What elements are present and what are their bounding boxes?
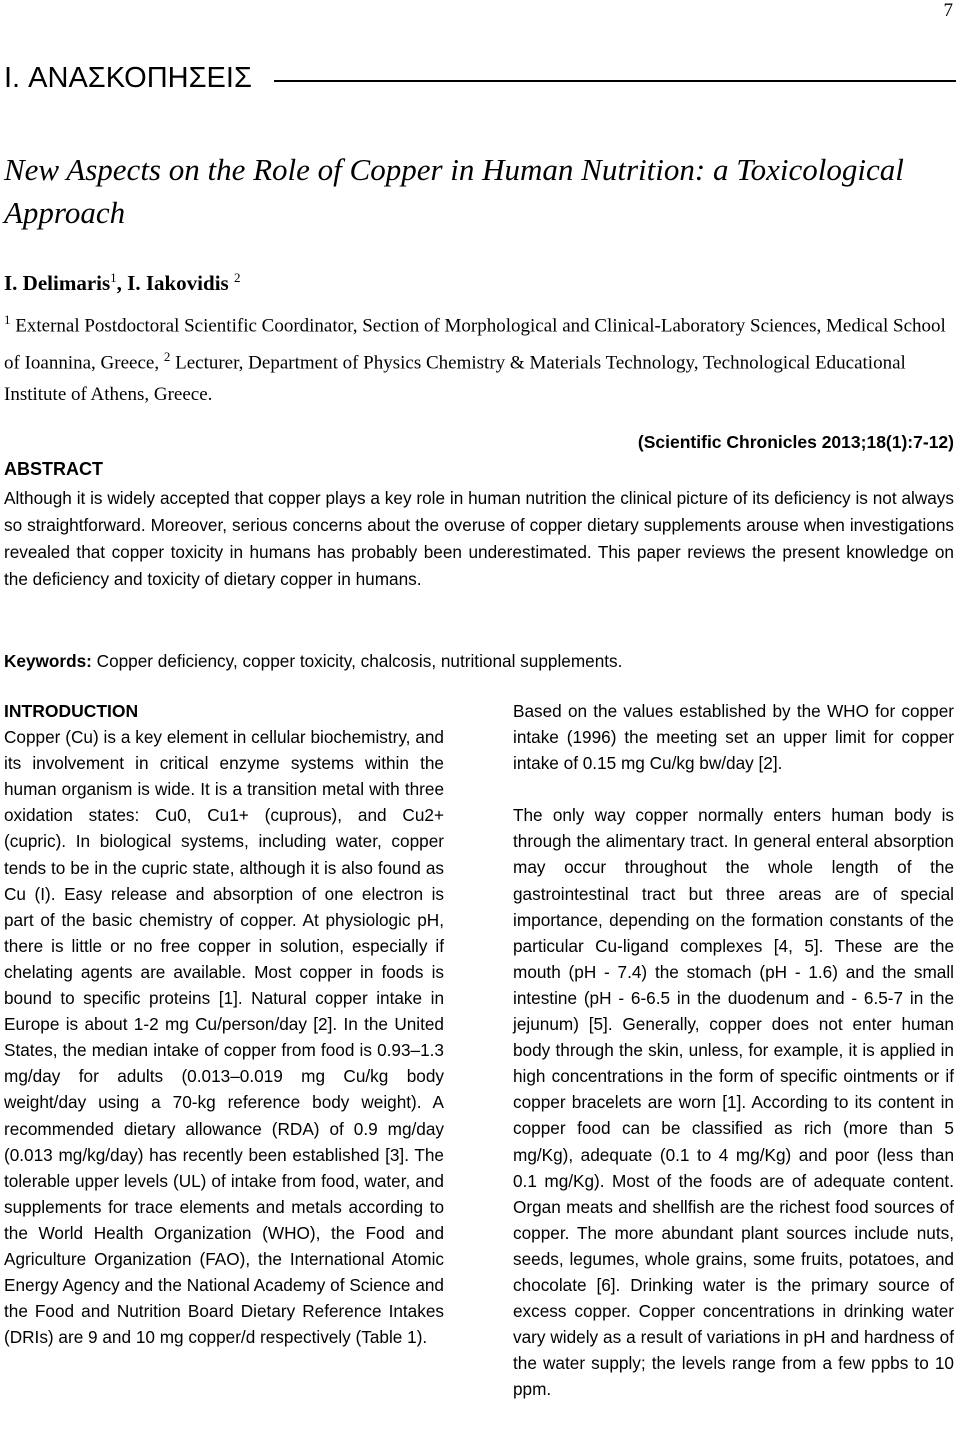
introduction-paragraph-left: Copper (Cu) is a key element in cellular biochemistry, and its involvement in critical enzyme systems within the human organism is wide. It is a transition metal with three oxidation states: Cu0, Cu1+ (cuprous), and Cu2+ (cupric). In biological systems, including water, copper tends to be in the cupric state, although it is also found as Cu (I). Easy release and absorption of one electron is part of the basic chemistry of copper. At physiologic pH, there is little or no free copper in solution, especially if chelating agents are available. Most copper in foods is bound to specific proteins [1]. Natural copper intake in Europe is about 1-2 mg Cu/person/day [2]. In the United States, the median intake of copper from food is 0.93–1.3 mg/day for adults (0.013–0.019 mg Cu/kg body weight/day using a 70-kg reference body weight). A recommended dietary allowance (RDA) of 0.9 mg/day (0.013 mg/kg/day) has recently been established [3]. The tolerable upper levels (UL) of intake from food, water, and supplements for trace elements and metals according to the World Health Organization (WHO), the Food and Agriculture Organization (FAO), the International Atomic Energy Agency and the National Academy of Science and the Food and Nutrition Board Dietary Reference Intakes (DRIs) are 9 and 10 mg copper/d respectively (Table 1). [4, 727, 444, 1348]
author-1: I. Delimaris [4, 271, 111, 295]
introduction-paragraph-right-2: The only way copper normally enters human body is through the alimentary tract. In general enteral absorption may occur throughout the whole length of the gastrointestinal tract but three areas are of special importance, depending on the formation constants of the particular Cu-ligand complexes [4, 5]. These are the mouth (pH - 7.4) the stomach (pH - 1.6) and the small intestine (pH - 6-6.5 in the duodenum and - 6.5-7 in the jejunum) [5]. Generally, copper does not enter human body through the skin, unless, for example, it is applied in high concentrations in the form of specific ointments or if copper bracelets are worn [1]. According to its content in copper food can be classified as rich (more than 5 mg/Kg), adequate (0.1 to 4 mg/Kg) and poor (less than 0.1 mg/Kg). Most of the foods are of adequate content. Organ meats and shellfish are the richest food sources of copper. The more abundant plant sources include nuts, seeds, legumes, whole grains, some fruits, potatoes, and chocolate [6]. Drinking water is the primary source of excess copper. Copper concentrations in drinking water vary widely as a result of variations in pH and hardness of the water supply; the levels range from a few ppbs to 10 ppm. [513, 805, 954, 1400]
keywords [4, 648, 954, 675]
author-2-affiliation-mark: 2 [233, 270, 241, 285]
affiliation-1: External Postdoctoral Scientific Coordinator, Section of Morphological and Clinical-Laboratory Sciences, Medical School of Ioannina, Greece, [4, 315, 946, 374]
abstract-heading: ABSTRACT [4, 459, 103, 479]
author-1-affiliation-mark: 1 [110, 270, 117, 285]
introduction-heading: INTRODUCTION [4, 701, 139, 721]
section-rule [274, 80, 956, 82]
paragraph-gap [513, 776, 954, 802]
author-separator: , [116, 271, 128, 295]
paper-title: New Aspects on the Role of Copper in Human Nutrition: a Toxicological Approach [4, 152, 904, 230]
author-2: I. Iakovidis [127, 271, 234, 295]
introduction-paragraph-right-1: Based on the values established by the WHO for copper intake (1996) the meeting set an upper limit for copper intake of 0.15 mg Cu/kg bw/day [2]. [513, 701, 954, 774]
affiliation-2: Lecturer, Department of Physics Chemistry & Materials Technology, Technological Educational Institute of Athens, Greece. [4, 352, 906, 405]
page-number: 7 [943, 0, 953, 21]
abstract-text: Although it is widely accepted that copper plays a key role in human nutrition the clinical picture of its deficiency is not always so straightforward. Moreover, serious concerns about the overuse of copper dietary supplements arouse when investigations revealed that copper toxicity in humans has probably been underestimated. This paper reviews the present knowledge on the deficiency and toxicity of dietary copper in humans. [4, 488, 954, 589]
affiliations [4, 304, 956, 410]
right-column [513, 698, 954, 1402]
section-title: I. ΑΝΑΣΚΟΠΗΣΕΙΣ [4, 62, 252, 94]
citation: (Scientific Chronicles 2013;18(1):7-12) [637, 432, 954, 452]
authors [4, 270, 240, 296]
affiliation-1-mark: 1 [4, 312, 11, 327]
keywords-text: Copper deficiency, copper toxicity, chalcosis, nutritional supplements. [91, 651, 623, 671]
keywords-label: Keywords: [4, 651, 92, 671]
section-header [4, 62, 956, 95]
left-column [4, 698, 444, 1350]
affiliation-2-mark: 2 [163, 349, 171, 365]
